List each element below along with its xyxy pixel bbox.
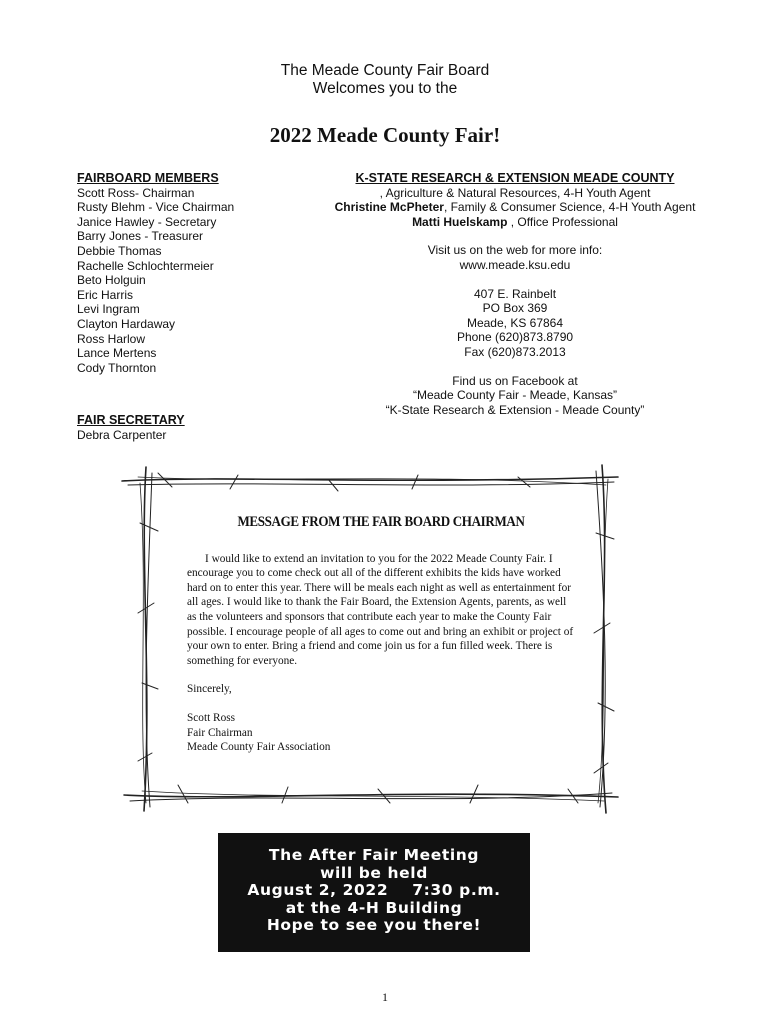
- member-item: Levi Ingram: [77, 302, 140, 317]
- secretary-heading: FAIR SECRETARY: [77, 413, 185, 427]
- fair-title: 2022 Meade County Fair!: [269, 123, 501, 147]
- banner-line-2: will be held: [320, 863, 428, 882]
- member-item: Clayton Hardaway: [77, 316, 176, 331]
- member-item: Lance Mertens: [77, 346, 157, 361]
- member-item: Rusty Blehm - Vice Chairman: [77, 200, 235, 215]
- message-body: I would like to extend an invitation to you for the 2022 Meade County Fair. I encourage you to come check out all of the different exhibits the kids have worked hard on to enter this year. There will be meals each night as well as entertainment for all ages. I would like to thank the Fair Board, the Extension Agents, parents, as well as the volunteers and sponsors that contribute each year to make the County Fair possible. I encourage people of all ages to come out and bring an exhibit or project of your own to enter. Bring a friend and come join us for a fun filled week. There is something for everyone.: [187, 552, 574, 667]
- fax-line: Fax (620)873.2013: [464, 344, 566, 359]
- facebook-line: Find us on Facebook at: [452, 373, 578, 388]
- banner-line-5: Hope to see you there!: [266, 916, 482, 935]
- secretary-name: Debra Carpenter: [77, 427, 167, 442]
- address-line-1: 407 E. Rainbelt: [473, 286, 557, 301]
- member-item: Barry Jones - Treasurer: [77, 229, 204, 244]
- secretary-section: [77, 413, 307, 442]
- web-url-link[interactable]: www.meade.ksu.edu: [459, 257, 571, 272]
- banner-line-1: The After Fair Meeting: [268, 846, 480, 864]
- web-line: Visit us on the web for more info:: [427, 243, 603, 258]
- extension-section: [320, 171, 710, 417]
- agent-3-name: Matti Huelskamp: [412, 214, 508, 229]
- message-title: MESSAGE FROM THE FAIR BOARD CHAIRMAN: [237, 514, 525, 530]
- fairboard-section: [77, 171, 307, 375]
- signature-title: Fair Chairman: [187, 726, 253, 739]
- chairman-message: [187, 515, 575, 755]
- extension-agent-3: [320, 215, 710, 230]
- page-number: 1: [382, 990, 388, 1004]
- fairboard-heading: FAIRBOARD MEMBERS: [77, 171, 219, 185]
- agent-2-name: Christine McPheter: [334, 200, 444, 215]
- member-item: Debbie Thomas: [77, 243, 162, 258]
- message-closing: Sincerely,: [187, 683, 232, 696]
- after-fair-meeting-banner: [218, 833, 530, 952]
- extension-heading: K-STATE RESEARCH & EXTENSION MEADE COUNTY: [355, 171, 675, 185]
- welcome-header: [0, 62, 770, 98]
- signature-org: Meade County Fair Association: [187, 741, 331, 754]
- banner-line-3: August 2, 2022 7:30 p.m.: [247, 881, 501, 900]
- extension-agent-2: [320, 200, 710, 215]
- member-item: Rachelle Schlochtermeier: [77, 258, 214, 273]
- header-line-1: The Meade County Fair Board: [280, 62, 490, 79]
- agent-3-role: , Office Professional: [507, 214, 618, 229]
- member-item: Beto Holguin: [77, 273, 146, 288]
- member-item: Eric Harris: [77, 287, 133, 302]
- address-line-3: Meade, KS 67864: [466, 315, 564, 330]
- member-item: Ross Harlow: [77, 331, 146, 346]
- facebook-page-1: “Meade County Fair - Meade, Kansas”: [412, 388, 618, 403]
- agent-2-role: , Family & Consumer Science, 4-H Youth Agent: [443, 200, 696, 215]
- extension-agent-1: , Agriculture & Natural Resources, 4-H Youth Agent: [379, 185, 651, 200]
- signature-name: Scott Ross: [187, 711, 236, 724]
- member-item: Cody Thornton: [77, 360, 157, 375]
- member-item: Scott Ross- Chairman: [77, 185, 195, 200]
- phone-line: Phone (620)873.8790: [456, 330, 574, 345]
- address-line-2: PO Box 369: [482, 301, 548, 316]
- banner-line-4: at the 4-H Building: [285, 898, 463, 917]
- header-line-2: Welcomes you to the: [312, 80, 458, 97]
- facebook-page-2: “K-State Research & Extension - Meade County”: [385, 402, 645, 417]
- member-item: Janice Hawley - Secretary: [77, 214, 217, 229]
